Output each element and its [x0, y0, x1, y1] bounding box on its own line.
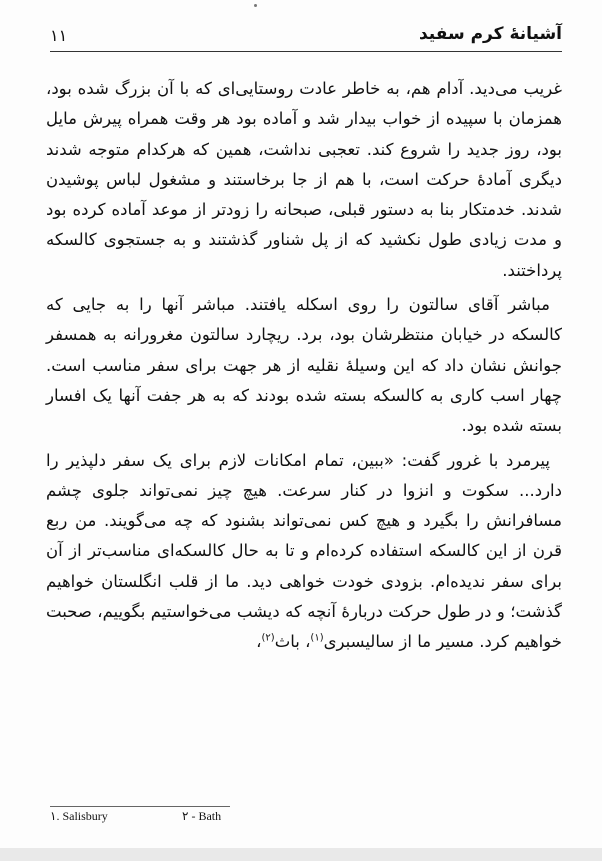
footnote-1: ۱. Salisbury: [50, 809, 108, 823]
paragraph-2: مباشر آقای سالتون را روی اسکله یافتند. مباشر آنها را به جایی که کالسکه در خیابان منتظرشان بود، برد. ریچارد سالتون مغرورانه به همسفر جوانش نشان داد که این وسیلهٔ نقلیه از هر جهت برای سفر مناسب است. چهار اسب کاری به کالسکه بسته شده بودند که به هر جفت آنها یک افسار بسته شده بود.: [46, 295, 562, 436]
footnote-marker-1: (۱): [310, 632, 324, 644]
scan-edge: [0, 848, 602, 861]
running-header: [50, 18, 562, 50]
page-number: ۱۱: [50, 26, 68, 45]
footnote-divider: [50, 806, 230, 807]
footnote-marker-2: (۲): [261, 632, 275, 644]
book-title: آشیانهٔ کرم سفید: [418, 24, 562, 44]
header-divider: [50, 51, 562, 52]
body-text: [46, 74, 562, 662]
paragraph-3-between: ، باث: [274, 632, 311, 652]
scan-speck: [254, 4, 257, 7]
paragraph-3: [46, 446, 562, 658]
paragraph-3-text: پیرمرد با غرور گفت: «ببین، تمام امکانات لازم برای یک سفر دلپذیر را دارد... سکوت و انزوا در کنار سرعت. هیچ چیز نمی‌تواند جلوی چشم مسافرانش را بگیرد و هیچ کس نمی‌تواند بشنود که چه می‌گویند. من ربع قرن از این کالسکه استفاده کرده‌ام و تا به حال کالسکه‌ای مناسب‌تر از آن برای سفر ندیده‌ام. بزودی خودت خواهی دید. ما از قلب انگلستان خواهیم گذشت؛ و در طول حرکت دربارهٔ آنچه که دیشب می‌خواستیم بگوییم، صحبت خواهیم کرد. مسیر ما از سالیسبری: [46, 450, 562, 652]
paragraph-1: غریب می‌دید. آدام هم، به خاطر عادت روستایی‌ای که با آن بزرگ شده بود، همزمان با سپیده از خواب بیدار شد و آماده بود هر وقت همراه پیرش مایل بود، روز جدید را شروع کند. تعجبی نداشت، همین که هرکدام متوجه شدند دیگری آمادهٔ حرکت است، با هم از جا برخاستند و مشغول لباس پوشیدن شدند. خدمتکار بنا به دستور قبلی، صبحانه را زودتر از موعد آماده کرده بود و مدت زیادی طول نکشید که از پل شناور گذشتند و به جستجوی کالسکه پرداختند.: [46, 79, 562, 280]
paragraph-3-tail: ،: [256, 632, 262, 652]
footnotes: [50, 809, 450, 829]
footnote-2: ۲ - Bath: [182, 809, 222, 823]
